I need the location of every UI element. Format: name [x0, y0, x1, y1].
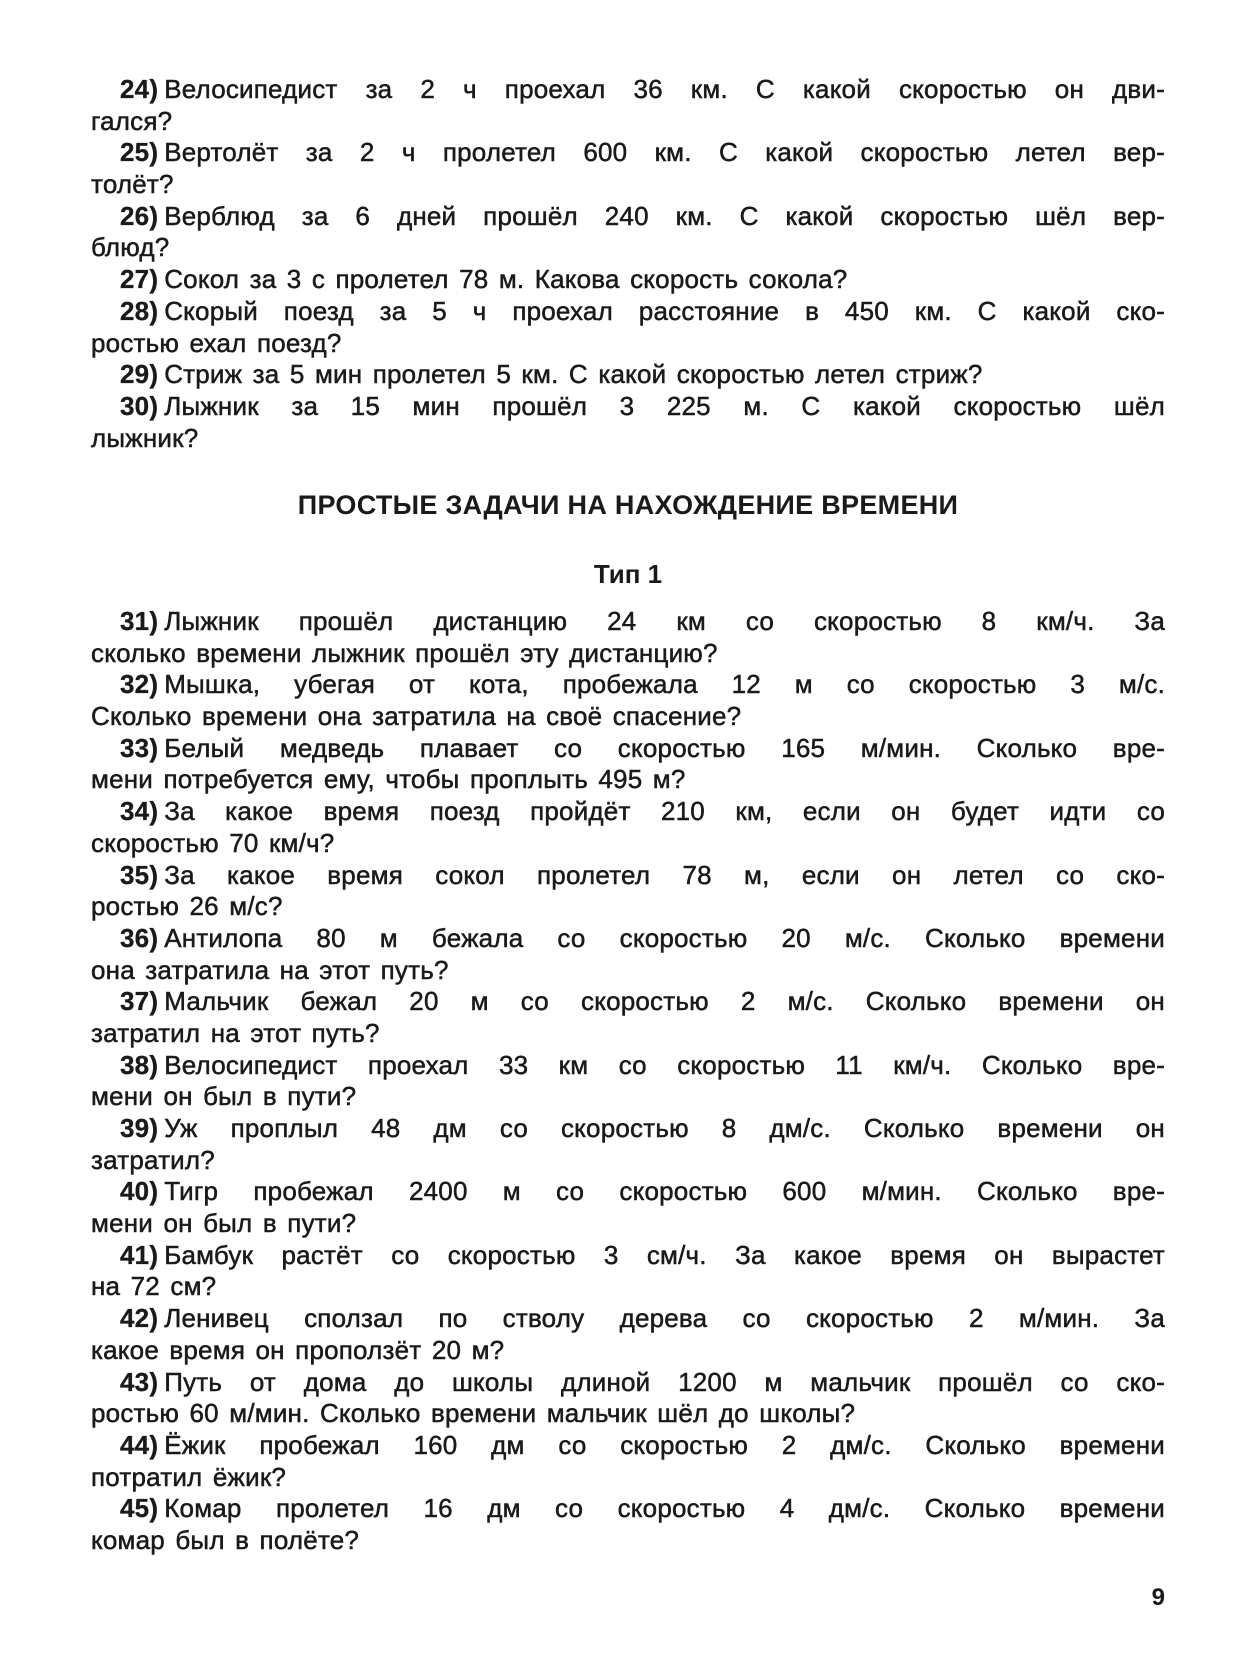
- problem-text: Лыжник за 15 мин прошёл 3 225 м. С какой скоростью шёл: [164, 390, 1165, 421]
- problem-text: Скорый поезд за 5 ч проехал расстояние в 450 км. С какой ско-: [164, 295, 1165, 326]
- problem-text: сколько времени лыжник прошёл эту дистанцию?: [91, 637, 718, 668]
- problem-number: 34): [120, 796, 159, 827]
- problem-number: 42): [120, 1303, 159, 1334]
- problem-line: [91, 423, 1165, 455]
- problem-line: [91, 955, 1165, 987]
- problem-line: [91, 169, 1165, 201]
- problem: [91, 669, 1165, 732]
- problem-line: [91, 137, 1165, 169]
- problem-line: [91, 201, 1165, 233]
- problem-line: [91, 328, 1165, 360]
- problem-text: Велосипедист проехал 33 км со скоростью 11 км/ч. Сколько вре-: [164, 1049, 1165, 1080]
- problem: [91, 733, 1165, 796]
- problem-text: толёт?: [91, 169, 174, 200]
- problem: [91, 1240, 1165, 1303]
- problem-line: [91, 638, 1165, 670]
- problem-text: потратил ёжик?: [91, 1461, 287, 1492]
- problem-text: За какое время сокол пролетел 78 м, если он летел со ско-: [164, 859, 1165, 890]
- problem-text: ростью 60 м/мин. Сколько времени мальчик шёл до школы?: [91, 1398, 856, 1429]
- problem-line: [91, 1462, 1165, 1494]
- problem-text: Путь от дома до школы длиной 1200 м мальчик прошёл со ско-: [164, 1366, 1165, 1397]
- problem-number: 43): [120, 1366, 159, 1397]
- problem-line: [91, 232, 1165, 264]
- problem-number: 35): [120, 859, 159, 890]
- problem-line: [91, 1430, 1165, 1462]
- problem-line: [91, 1493, 1165, 1525]
- problem-text: Мальчик бежал 20 м со скоростью 2 м/с. Сколько времени он: [164, 986, 1165, 1017]
- problem-line: [91, 106, 1165, 138]
- problem-text: затратил?: [91, 1144, 215, 1175]
- problem: [91, 1493, 1165, 1556]
- problem-line: [91, 828, 1165, 860]
- problem-text: мени он был в пути?: [91, 1081, 357, 1112]
- problem-number: 24): [120, 74, 159, 104]
- problem-text: скоростью 70 км/ч?: [91, 827, 335, 858]
- problem-text: Верблюд за 6 дней прошёл 240 км. С какой скоростью шёл вер-: [164, 200, 1165, 231]
- problem-line: [91, 669, 1165, 701]
- problem-line: [91, 923, 1165, 955]
- problem-text: Велосипедист за 2 ч проехал 36 км. С какой скоростью он дви-: [164, 74, 1165, 104]
- problem: [91, 986, 1165, 1049]
- problem-text: ростью ехал поезд?: [91, 327, 342, 358]
- problem-text: мени он был в пути?: [91, 1208, 357, 1239]
- problem-line: [91, 1176, 1165, 1208]
- section-subheading: Тип 1: [593, 559, 663, 589]
- problem: [91, 137, 1165, 200]
- problem-text: комар был в полёте?: [91, 1524, 360, 1555]
- problem-line: [91, 1113, 1165, 1145]
- problem-number: 26): [120, 200, 159, 231]
- problem-line: [91, 1398, 1165, 1430]
- problem-text: гался?: [91, 105, 173, 136]
- problem-text: Ёжик пробежал 160 дм со скоростью 2 дм/с. Сколько времени: [164, 1429, 1165, 1460]
- problem: [91, 796, 1165, 859]
- page-number: 9: [1151, 1584, 1165, 1611]
- problem: [91, 1176, 1165, 1239]
- problem-line: [91, 986, 1165, 1018]
- problem-text: Ленивец сползал по стволу дерева со скоростью 2 м/мин. За: [164, 1303, 1165, 1334]
- problem-text: ростью 26 м/с?: [91, 891, 283, 922]
- problem: [91, 296, 1165, 359]
- problem-text: Стриж за 5 мин пролетел 5 км. С какой скоростью летел стриж?: [164, 359, 983, 390]
- problem: [91, 606, 1165, 669]
- problem: [91, 201, 1165, 264]
- problem-number: 29): [120, 359, 159, 390]
- problem-text: Мышка, убегая от кота, пробежала 12 м со скоростью 3 м/с.: [164, 669, 1165, 700]
- problem-line: [91, 296, 1165, 328]
- problem-text: Вертолёт за 2 ч пролетел 600 км. С какой скоростью летел вер-: [164, 137, 1165, 168]
- problem-text: затратил на этот путь?: [91, 1017, 380, 1048]
- problem-number: 28): [120, 295, 159, 326]
- problem-number: 33): [120, 732, 159, 763]
- problem-text: Белый медведь плавает со скоростью 165 м/мин. Сколько вре-: [164, 732, 1165, 763]
- problem-line: [91, 1050, 1165, 1082]
- problem-line: [91, 264, 1165, 296]
- problem: [91, 391, 1165, 454]
- problem: [91, 74, 1165, 137]
- problem-line: [91, 74, 1165, 106]
- problem-line: [91, 1208, 1165, 1240]
- problem-line: [91, 1018, 1165, 1050]
- problem: [91, 923, 1165, 986]
- problem-line: [91, 1525, 1165, 1557]
- problem: [91, 860, 1165, 923]
- problem-text: Сколько времени она затратила на своё спасение?: [91, 701, 742, 732]
- problem-text: Сокол за 3 с пролетел 78 м. Какова скорость сокола?: [164, 264, 848, 295]
- problem-line: [91, 359, 1165, 391]
- problem-number: 39): [120, 1113, 159, 1143]
- problem-line: [91, 891, 1165, 923]
- problem-line: [91, 1367, 1165, 1399]
- problem: [91, 1113, 1165, 1176]
- problem-line: [91, 1335, 1165, 1367]
- problem-number: 40): [120, 1176, 159, 1207]
- problem-number: 27): [120, 264, 159, 295]
- problem-text: Антилопа 80 м бежала со скоростью 20 м/с. Сколько времени: [164, 922, 1165, 953]
- section-heading: ПРОСТЫЕ ЗАДАЧИ НА НАХОЖДЕНИЕ ВРЕМЕНИ: [297, 490, 959, 520]
- problems-list-time: [91, 606, 1165, 1557]
- problem-line: [91, 701, 1165, 733]
- problem-number: 31): [120, 606, 159, 636]
- problem-number: 36): [120, 922, 159, 953]
- problem-line: [91, 1303, 1165, 1335]
- problem-text: она затратила на этот путь?: [91, 954, 449, 985]
- problem: [91, 1050, 1165, 1113]
- problem-line: [91, 733, 1165, 765]
- problem-line: [91, 1271, 1165, 1303]
- problem-line: [91, 1145, 1165, 1177]
- problem: [91, 264, 1165, 296]
- problem-number: 41): [120, 1239, 159, 1270]
- problem-number: 37): [120, 986, 159, 1017]
- problem-number: 30): [120, 390, 159, 421]
- problem-line: [91, 1081, 1165, 1113]
- problem-text: Комар пролетел 16 дм со скоростью 4 дм/с. Сколько времени: [164, 1493, 1165, 1524]
- problem-number: 44): [120, 1429, 159, 1460]
- problem-text: Уж проплыл 48 дм со скоростью 8 дм/с. Сколько времени он: [164, 1113, 1165, 1143]
- problem: [91, 1367, 1165, 1430]
- problem-text: За какое время поезд пройдёт 210 км, если он будет идти со: [164, 796, 1165, 827]
- problem-number: 45): [120, 1493, 159, 1524]
- problem-text: мени потребуется ему, чтобы проплыть 495 м?: [91, 764, 686, 795]
- problem-number: 38): [120, 1049, 159, 1080]
- problem-line: [91, 606, 1165, 638]
- problems-list-speed: [91, 74, 1165, 454]
- problem-line: [91, 391, 1165, 423]
- problem-text: Бамбук растёт со скоростью 3 см/ч. За какое время он вырастет: [164, 1239, 1165, 1270]
- problem-line: [91, 860, 1165, 892]
- problem-text: Лыжник прошёл дистанцию 24 км со скоростью 8 км/ч. За: [164, 606, 1165, 636]
- problem-text: лыжник?: [91, 422, 199, 453]
- problem-line: [91, 796, 1165, 828]
- problem: [91, 1303, 1165, 1366]
- problem-text: на 72 см?: [91, 1271, 217, 1302]
- problem-line: [91, 764, 1165, 796]
- problem-text: Тигр пробежал 2400 м со скоростью 600 м/мин. Сколько вре-: [164, 1176, 1165, 1207]
- problem-number: 25): [120, 137, 159, 168]
- problem: [91, 1430, 1165, 1493]
- problem-line: [91, 1240, 1165, 1272]
- problem: [91, 359, 1165, 391]
- problem-text: какое время он проползёт 20 м?: [91, 1334, 505, 1365]
- problem-text: блюд?: [91, 232, 170, 263]
- problem-number: 32): [120, 669, 159, 700]
